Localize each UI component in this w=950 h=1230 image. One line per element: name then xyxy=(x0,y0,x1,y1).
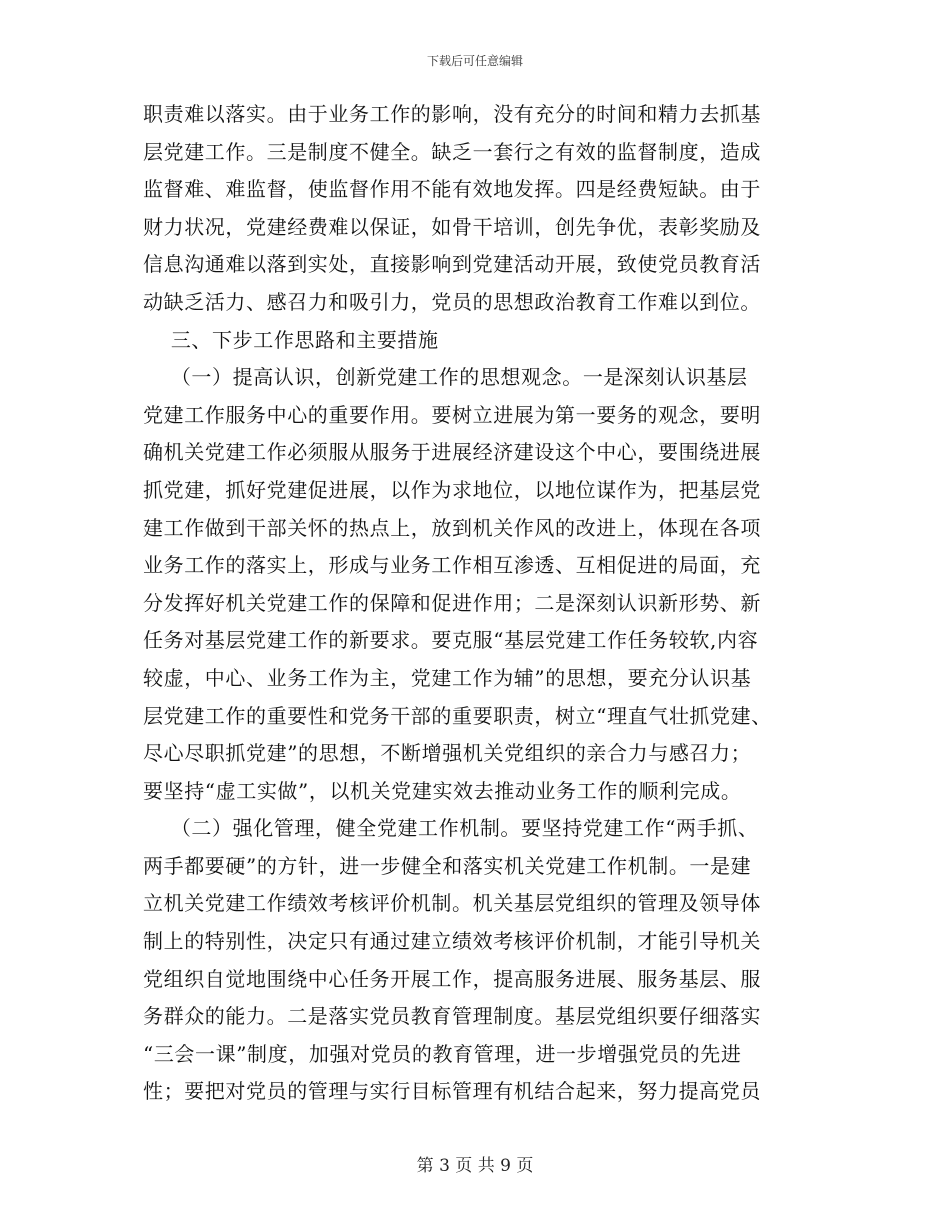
text-line: “三会一课”制度，加强对党员的教育管理，进一步增强党员的先进 xyxy=(143,1041,742,1066)
text-line: 确机关党建工作必须服从服务于进展经济建设这个中心，要围绕进展 xyxy=(143,440,761,465)
text-line: 两手都要硬”的方针，进一步健全和落实机关党建工作机制。一是建 xyxy=(143,853,752,878)
text-line: 职责难以落实。由于业务工作的影响，没有充分的时间和精力去抓基 xyxy=(143,102,761,126)
text-line: 抓党建，抓好党建促进展，以作为求地位，以地位谋作为，把基层党 xyxy=(143,477,761,502)
text-line: 务群众的能力。二是落实党员教育管理制度。基层党组织要仔细落实 xyxy=(143,1004,761,1029)
text-line: 较虚，中心、业务工作为主，党建工作为辅”的思想，要充分认识基 xyxy=(143,665,752,690)
text-line: 层党建工作。三是制度不健全。缺乏一套行之有效的监督制度，造成 xyxy=(143,139,761,164)
text-line: （二）强化管理，健全党建工作机制。要坚持党建工作“两手抓、 xyxy=(143,816,759,841)
page-footer: 第 3 页 共 9 页 xyxy=(416,1156,534,1176)
text-line: 党建工作服务中心的重要作用。要树立进展为第一要务的观念，要明 xyxy=(143,402,761,427)
page-header: 下载后可任意编辑 xyxy=(426,54,523,68)
text-line: 任务对基层党建工作的新要求。要克服“基层党建工作任务较软,内容 xyxy=(143,628,759,653)
text-line: 分发挥好机关党建工作的保障和促进作用；二是深刻认识新形势、新 xyxy=(143,590,761,615)
text-line: 尽心尽职抓党建”的思想，不断增强机关党组织的亲合力与感召力； xyxy=(143,741,752,766)
text-line: （一）提高认识，创新党建工作的思想观念。一是深刻认识基层 xyxy=(143,365,748,390)
text-line: 立机关党建工作绩效考核评价机制。机关基层党组织的管理及领导体 xyxy=(143,891,761,916)
text-line: 建工作做到干部关怀的热点上，放到机关作风的改进上，体现在各项 xyxy=(143,515,761,540)
text-line: 动缺乏活力、感召力和吸引力，党员的思想政治教育工作难以到位。 xyxy=(143,289,761,314)
text-line: 财力状况，党建经费难以保证，如骨干培训，创先争优，表彰奖励及 xyxy=(143,214,761,239)
text-line: 监督难、难监督，使监督作用不能有效地发挥。四是经费短缺。由于 xyxy=(143,177,761,202)
section-heading: 三、下步工作思路和主要措施 xyxy=(143,327,439,352)
text-line: 业务工作的落实上，形成与业务工作相互渗透、互相促进的局面，充 xyxy=(143,553,761,578)
text-line: 制上的特别性，决定只有通过建立绩效考核评价机制，才能引导机关 xyxy=(143,929,761,954)
text-line: 要坚持“虚工实做”，以机关党建实效去推动业务工作的顺利完成。 xyxy=(143,778,742,803)
text-line: 层党建工作的重要性和党务干部的重要职责，树立“理直气壮抓党建、 xyxy=(143,703,772,728)
text-line: 党组织自觉地围绕中心任务开展工作，提高服务进展、服务基层、服 xyxy=(143,966,761,991)
text-line: 性；要把对党员的管理与实行目标管理有机结合起来，努力提高党员 xyxy=(143,1079,761,1104)
text-line: 信息沟通难以落到实处，直接影响到党建活动开展，致使党员教育活 xyxy=(143,252,761,277)
document-body xyxy=(143,96,803,1111)
